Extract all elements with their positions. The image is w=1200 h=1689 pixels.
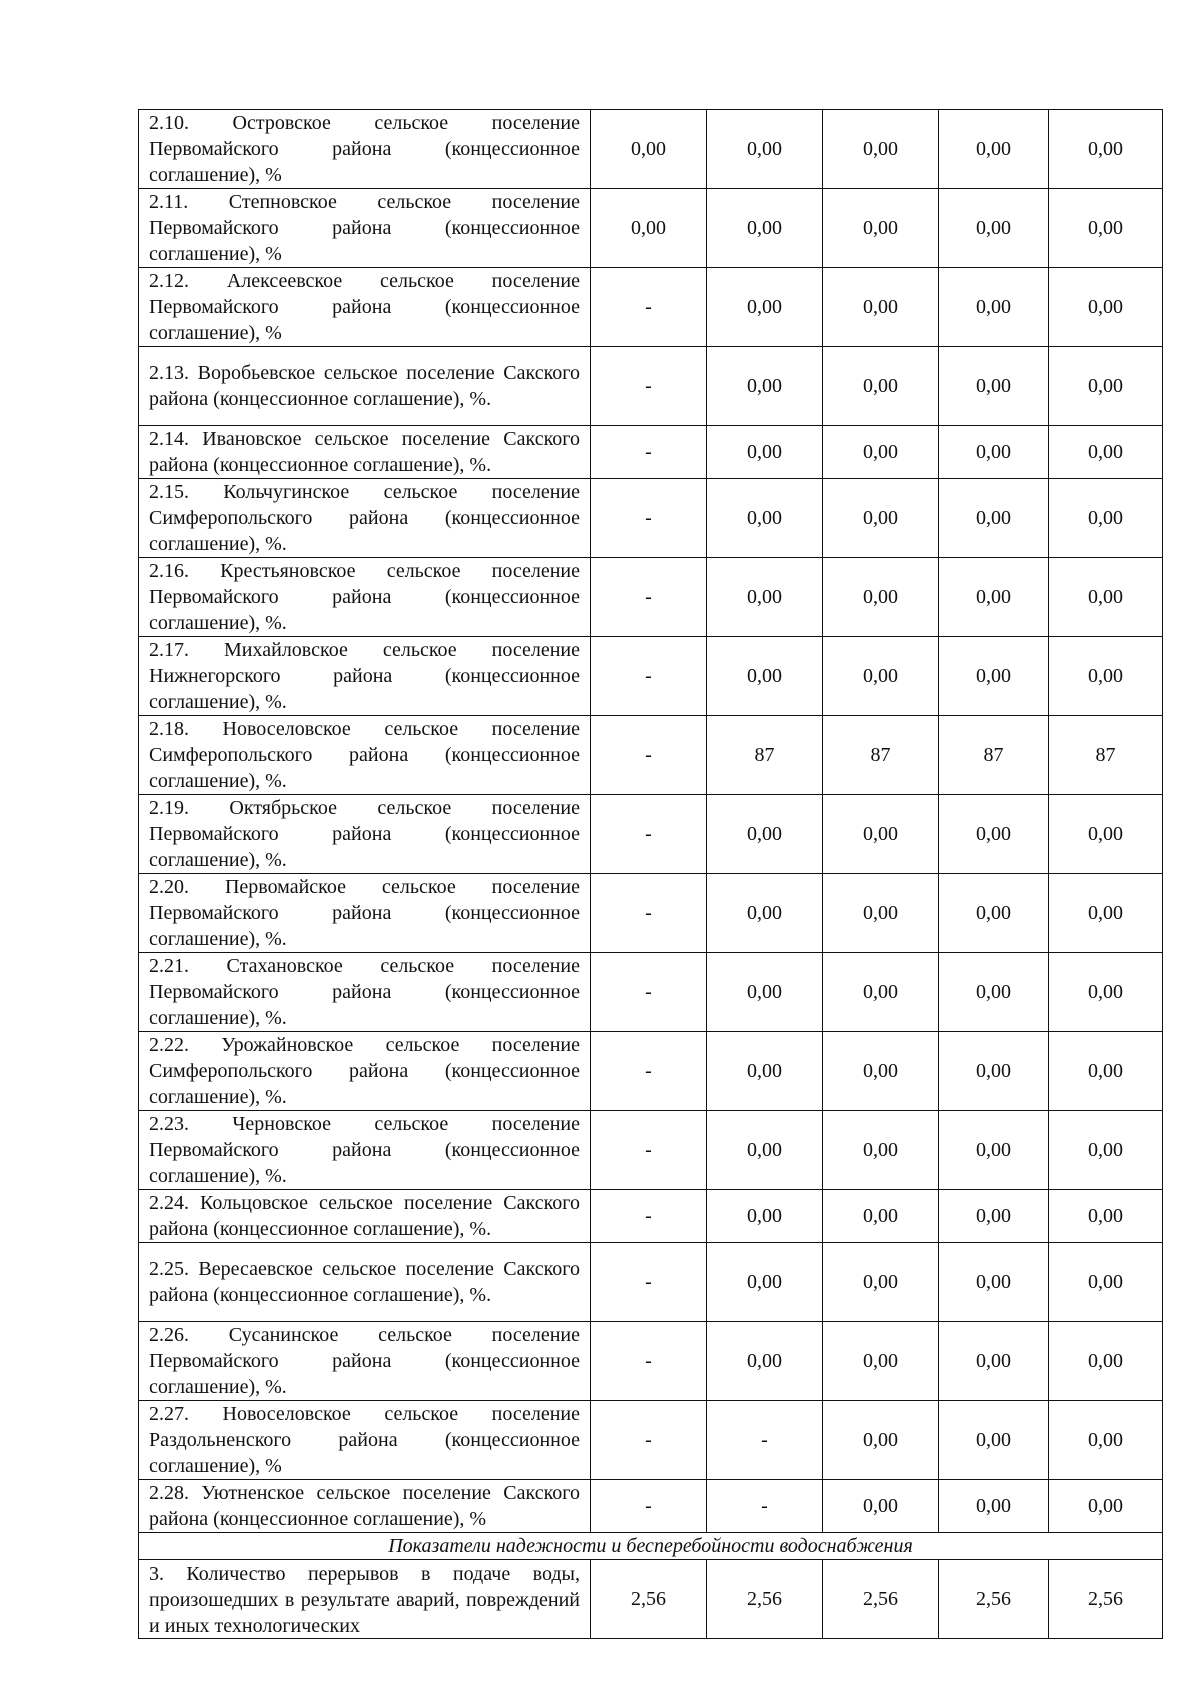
- value-cell: 0,00: [707, 1190, 823, 1243]
- value-cell: 0,00: [939, 479, 1049, 558]
- value-cell: 0,00: [707, 795, 823, 874]
- value-cell: 0,00: [1049, 479, 1163, 558]
- value-cell: 0,00: [823, 1322, 939, 1401]
- value-cell: 0,00: [939, 637, 1049, 716]
- value-cell: 0,00: [823, 1111, 939, 1190]
- value-cell: -: [591, 1111, 707, 1190]
- row-label: 2.22. Урожайновское сельское поселение Симферопольского района (концессионное соглашение), %.: [139, 1032, 591, 1111]
- value-cell: -: [591, 1243, 707, 1322]
- value-cell: 0,00: [707, 189, 823, 268]
- table-row: [139, 268, 1163, 347]
- row-label: 2.21. Стахановское сельское поселение Первомайского района (концессионное соглашение), %.: [139, 953, 591, 1032]
- value-cell: 0,00: [1049, 426, 1163, 479]
- value-cell: 0,00: [823, 426, 939, 479]
- value-cell: 87: [939, 716, 1049, 795]
- value-cell: 0,00: [707, 1111, 823, 1190]
- value-cell: 0,00: [939, 347, 1049, 426]
- value-cell: 0,00: [823, 558, 939, 637]
- value-cell: 0,00: [1049, 110, 1163, 189]
- value-cell: 0,00: [823, 953, 939, 1032]
- value-cell: -: [591, 953, 707, 1032]
- value-cell: -: [591, 347, 707, 426]
- value-cell: 0,00: [823, 268, 939, 347]
- value-cell: 0,00: [823, 1480, 939, 1533]
- value-cell: 0,00: [939, 1480, 1049, 1533]
- row-label: 2.14. Ивановское сельское поселение Сакского района (концессионное соглашение), %.: [139, 426, 591, 479]
- value-cell: 0,00: [707, 110, 823, 189]
- value-cell: 0,00: [707, 1032, 823, 1111]
- value-cell: 0,00: [1049, 1322, 1163, 1401]
- value-cell: -: [591, 1322, 707, 1401]
- value-cell: -: [591, 874, 707, 953]
- row-label: 2.16. Крестьяновское сельское поселение Первомайского района (концессионное соглашение), %.: [139, 558, 591, 637]
- value-cell: 0,00: [707, 479, 823, 558]
- value-cell: 0,00: [823, 1243, 939, 1322]
- value-cell: 0,00: [707, 874, 823, 953]
- value-cell: 0,00: [939, 110, 1049, 189]
- value-cell: 0,00: [1049, 874, 1163, 953]
- row-label: 2.17. Михайловское сельское поселение Нижнегорского района (концессионное соглашение), %.: [139, 637, 591, 716]
- value-cell: 0,00: [939, 795, 1049, 874]
- value-cell: -: [591, 479, 707, 558]
- value-cell: -: [591, 716, 707, 795]
- value-cell: 0,00: [1049, 1190, 1163, 1243]
- row-label: 2.27. Новоселовское сельское поселение Раздольненского района (концессионное соглашение), %: [139, 1401, 591, 1480]
- table-row: [139, 1480, 1163, 1533]
- value-cell: 0,00: [823, 1401, 939, 1480]
- table-row: [139, 795, 1163, 874]
- value-cell: 0,00: [707, 268, 823, 347]
- row-label: 2.26. Сусанинское сельское поселение Первомайского района (концессионное соглашение), %.: [139, 1322, 591, 1401]
- value-cell: 0,00: [939, 1322, 1049, 1401]
- value-cell: 0,00: [591, 189, 707, 268]
- table-row: [139, 1111, 1163, 1190]
- value-cell: 87: [823, 716, 939, 795]
- value-cell: 0,00: [707, 347, 823, 426]
- value-cell: -: [591, 637, 707, 716]
- section-heading: Показатели надежности и бесперебойности водоснабжения: [139, 1533, 1163, 1560]
- value-cell: 0,00: [939, 268, 1049, 347]
- value-cell: 0,00: [823, 874, 939, 953]
- table-row: [139, 558, 1163, 637]
- value-cell: 0,00: [707, 558, 823, 637]
- value-cell: 0,00: [939, 1032, 1049, 1111]
- value-cell: 0,00: [707, 426, 823, 479]
- indicators-table: [138, 109, 1163, 1639]
- value-cell: 0,00: [823, 637, 939, 716]
- value-cell: 0,00: [1049, 637, 1163, 716]
- value-cell: -: [707, 1401, 823, 1480]
- table-row: [139, 426, 1163, 479]
- value-cell: 0,00: [1049, 953, 1163, 1032]
- value-cell: 87: [1049, 716, 1163, 795]
- row-label: 2.13. Воробьевское сельское поселение Сакского района (концессионное соглашение), %.: [139, 347, 591, 426]
- row-label: 2.15. Кольчугинское сельское поселение Симферопольского района (концессионное соглашение), %.: [139, 479, 591, 558]
- row-label: 2.25. Вересаевское сельское поселение Сакского района (концессионное соглашение), %.: [139, 1243, 591, 1322]
- value-cell: 0,00: [591, 110, 707, 189]
- table-row: [139, 110, 1163, 189]
- table-row: [139, 953, 1163, 1032]
- row-label: 2.12. Алексеевское сельское поселение Первомайского района (концессионное соглашение), %: [139, 268, 591, 347]
- value-cell: 0,00: [1049, 795, 1163, 874]
- value-cell: 0,00: [1049, 189, 1163, 268]
- row-label: 2.28. Уютненское сельское поселение Сакского района (концессионное соглашение), %: [139, 1480, 591, 1533]
- value-cell: 0,00: [823, 347, 939, 426]
- value-cell: -: [591, 426, 707, 479]
- table-row: [139, 347, 1163, 426]
- value-cell: 0,00: [939, 558, 1049, 637]
- table-row: [139, 1322, 1163, 1401]
- value-cell: 0,00: [1049, 1243, 1163, 1322]
- value-cell: 0,00: [1049, 558, 1163, 637]
- row-label: 2.10. Островское сельское поселение Первомайского района (концессионное соглашение), %: [139, 110, 591, 189]
- value-cell: 0,00: [939, 426, 1049, 479]
- row-label: [139, 1560, 591, 1639]
- value-cell: 0,00: [707, 953, 823, 1032]
- value-cell: 0,00: [1049, 347, 1163, 426]
- value-cell: 0,00: [823, 795, 939, 874]
- row-label-text: 3. Количество перерывов в подаче воды, произошедших в результате аварий, повреждений и иных технологических: [149, 1563, 580, 1637]
- table-body: [139, 110, 1163, 1639]
- value-cell: 0,00: [707, 637, 823, 716]
- row-label: 2.11. Степновское сельское поселение Первомайского района (концессионное соглашение), %: [139, 189, 591, 268]
- row-label: 2.19. Октябрьское сельское поселение Первомайского района (концессионное соглашение), %.: [139, 795, 591, 874]
- value-cell: 0,00: [1049, 268, 1163, 347]
- value-cell: 0,00: [1049, 1111, 1163, 1190]
- row-label: 2.18. Новоселовское сельское поселение Симферопольского района (концессионное соглашение), %.: [139, 716, 591, 795]
- value-cell: 0,00: [939, 1401, 1049, 1480]
- section-heading-row: [139, 1533, 1163, 1560]
- value-cell: -: [591, 268, 707, 347]
- value-cell: 0,00: [939, 874, 1049, 953]
- value-cell: -: [591, 1480, 707, 1533]
- value-cell: 0,00: [823, 189, 939, 268]
- value-cell: 0,00: [707, 1243, 823, 1322]
- table-row: [139, 1401, 1163, 1480]
- value-cell: 2,56: [707, 1560, 823, 1639]
- value-cell: -: [591, 1032, 707, 1111]
- value-cell: 0,00: [939, 189, 1049, 268]
- table-row: [139, 1243, 1163, 1322]
- row-label: 2.23. Черновское сельское поселение Первомайского района (концессионное соглашение), %.: [139, 1111, 591, 1190]
- table-row: [139, 1032, 1163, 1111]
- value-cell: 0,00: [939, 953, 1049, 1032]
- table-row: [139, 479, 1163, 558]
- value-cell: 0,00: [939, 1190, 1049, 1243]
- row-label: 2.24. Кольцовское сельское поселение Сакского района (концессионное соглашение), %.: [139, 1190, 591, 1243]
- value-cell: 0,00: [707, 1322, 823, 1401]
- value-cell: 0,00: [823, 110, 939, 189]
- value-cell: -: [707, 1480, 823, 1533]
- value-cell: 0,00: [823, 479, 939, 558]
- table-row: [139, 189, 1163, 268]
- value-cell: 0,00: [1049, 1480, 1163, 1533]
- value-cell: 2,56: [1049, 1560, 1163, 1639]
- value-cell: 87: [707, 716, 823, 795]
- table-row: [139, 716, 1163, 795]
- value-cell: -: [591, 1401, 707, 1480]
- value-cell: 0,00: [1049, 1032, 1163, 1111]
- table-row: [139, 1560, 1163, 1639]
- value-cell: 0,00: [939, 1243, 1049, 1322]
- row-label: 2.20. Первомайское сельское поселение Первомайского района (концессионное соглашение), %.: [139, 874, 591, 953]
- table-row: [139, 874, 1163, 953]
- table-row: [139, 637, 1163, 716]
- value-cell: 2,56: [939, 1560, 1049, 1639]
- value-cell: -: [591, 1190, 707, 1243]
- value-cell: 0,00: [823, 1190, 939, 1243]
- value-cell: -: [591, 558, 707, 637]
- value-cell: 2,56: [591, 1560, 707, 1639]
- value-cell: -: [591, 795, 707, 874]
- value-cell: 0,00: [939, 1111, 1049, 1190]
- table-row: [139, 1190, 1163, 1243]
- value-cell: 0,00: [1049, 1401, 1163, 1480]
- value-cell: 0,00: [823, 1032, 939, 1111]
- value-cell: 2,56: [823, 1560, 939, 1639]
